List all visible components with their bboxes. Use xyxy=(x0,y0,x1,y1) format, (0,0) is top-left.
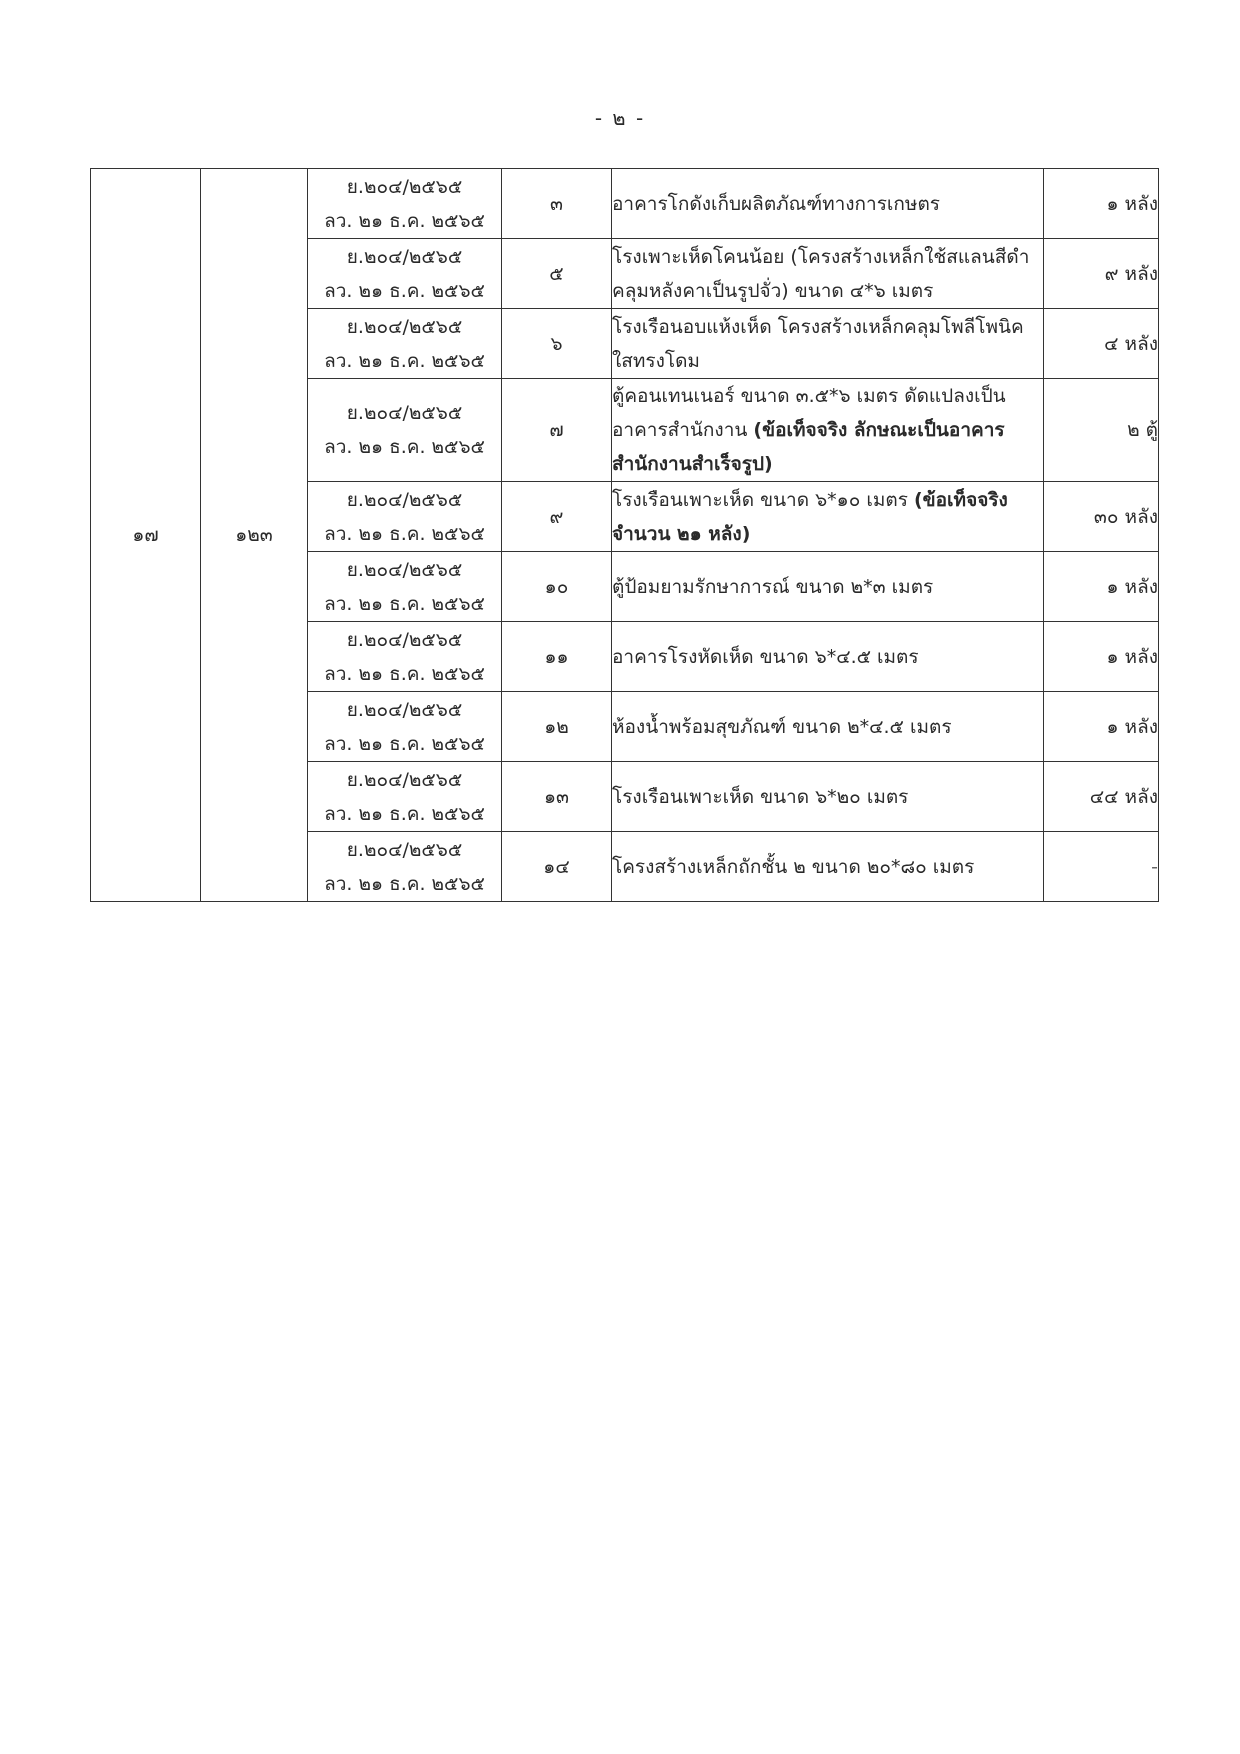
item-number-cell: ๓ xyxy=(502,169,612,239)
reference-date: ลว. ๒๑ ธ.ค. ๒๕๖๕ xyxy=(324,279,485,302)
reference-number: ย.๒๐๔/๒๕๖๕ xyxy=(346,558,463,581)
reference-cell xyxy=(308,309,502,379)
item-number-cell: ๑๓ xyxy=(502,762,612,832)
description-text: โรงเรือนเพาะเห็ด ขนาด ๖*๑๐ เมตร xyxy=(612,488,914,511)
quantity-cell: ๑ หลัง xyxy=(1044,552,1159,622)
item-number-cell: ๑๑ xyxy=(502,622,612,692)
item-number-cell: ๗ xyxy=(502,379,612,482)
reference-cell xyxy=(308,762,502,832)
reference-cell xyxy=(308,379,502,482)
reference-date: ลว. ๒๑ ธ.ค. ๒๕๖๕ xyxy=(324,592,485,615)
description-text: ห้องน้ำพร้อมสุขภัณฑ์ ขนาด ๒*๔.๕ เมตร xyxy=(612,715,952,738)
description-cell xyxy=(612,622,1044,692)
description-cell xyxy=(612,239,1044,309)
quantity-cell: ๓๐ หลัง xyxy=(1044,482,1159,552)
reference-number: ย.๒๐๔/๒๕๖๕ xyxy=(346,488,463,511)
description-text: อาคารโกดังเก็บผลิตภัณฑ์ทางการเกษตร xyxy=(612,192,941,215)
quantity-cell: - xyxy=(1044,832,1159,902)
quantity-cell: ๙ หลัง xyxy=(1044,239,1159,309)
reference-date: ลว. ๒๑ ธ.ค. ๒๕๖๕ xyxy=(324,872,485,895)
reference-number: ย.๒๐๔/๒๕๖๕ xyxy=(346,698,463,721)
description-note-bold: (ข้อเท็จจริง จำนวน ๒๑ หลัง) xyxy=(612,488,1008,545)
description-text: โครงสร้างเหล็กถักชั้น ๒ ขนาด ๒๐*๘๐ เมตร xyxy=(612,855,975,878)
description-note-bold: (ข้อเท็จจริง ลักษณะเป็นอาคารสำนักงานสำเร็จรูป) xyxy=(612,419,1005,475)
item-number-cell: ๑๐ xyxy=(502,552,612,622)
reference-date: ลว. ๒๑ ธ.ค. ๒๕๖๕ xyxy=(324,349,485,372)
reference-date: ลว. ๒๑ ธ.ค. ๒๕๖๕ xyxy=(324,522,485,545)
item-number-cell: ๖ xyxy=(502,309,612,379)
reference-cell xyxy=(308,482,502,552)
item-number-cell: ๙ xyxy=(502,482,612,552)
reference-number: ย.๒๐๔/๒๕๖๕ xyxy=(346,838,463,861)
description-text: อาคารโรงหัดเห็ด ขนาด ๖*๔.๕ เมตร xyxy=(612,645,919,668)
description-cell xyxy=(612,309,1044,379)
reference-number: ย.๒๐๔/๒๕๖๕ xyxy=(346,628,463,651)
quantity-cell: ๔ หลัง xyxy=(1044,309,1159,379)
reference-date: ลว. ๒๑ ธ.ค. ๒๕๖๕ xyxy=(324,662,485,685)
description-text: ตู้ป้อมยามรักษาการณ์ ขนาด ๒*๓ เมตร xyxy=(612,575,934,598)
reference-cell xyxy=(308,169,502,239)
page-number: - ๒ - xyxy=(594,106,646,130)
description-text: ตู้คอนเทนเนอร์ ขนาด ๓.๕*๖ เมตร ดัดแปลงเป็นอาคารสำนักงาน xyxy=(612,385,1006,441)
description-text: โรงเพาะเห็ดโคนน้อย (โครงสร้างเหล็กใช้สแลนสีดำคลุมหลังคาเป็นรูปจั่ว) ขนาด ๔*๖ เมตร xyxy=(612,245,1030,302)
quantity-cell: ๒ ตู้ xyxy=(1044,379,1159,482)
group-number-cell: ๑๗ xyxy=(91,169,201,902)
quantity-cell: ๑ หลัง xyxy=(1044,692,1159,762)
reference-number: ย.๒๐๔/๒๕๖๕ xyxy=(346,402,463,424)
quantity-cell: ๔๔ หลัง xyxy=(1044,762,1159,832)
table-row xyxy=(91,169,1159,239)
reference-cell xyxy=(308,692,502,762)
reference-number: ย.๒๐๔/๒๕๖๕ xyxy=(346,768,463,791)
reference-date: ลว. ๒๑ ธ.ค. ๒๕๖๕ xyxy=(324,732,485,755)
description-cell xyxy=(612,482,1044,552)
description-cell xyxy=(612,832,1044,902)
reference-number: ย.๒๐๔/๒๕๖๕ xyxy=(346,175,463,198)
reference-number: ย.๒๐๔/๒๕๖๕ xyxy=(346,315,463,338)
reference-cell xyxy=(308,832,502,902)
description-cell xyxy=(612,762,1044,832)
reference-cell xyxy=(308,622,502,692)
reference-date: ลว. ๒๑ ธ.ค. ๒๕๖๕ xyxy=(324,436,485,458)
reference-cell xyxy=(308,552,502,622)
item-number-cell: ๑๔ xyxy=(502,832,612,902)
description-cell xyxy=(612,379,1044,482)
description-cell xyxy=(612,169,1044,239)
table-body xyxy=(91,169,1159,902)
group-code-cell: ๑๒๓ xyxy=(201,169,308,902)
reference-number: ย.๒๐๔/๒๕๖๕ xyxy=(346,245,463,268)
description-cell xyxy=(612,552,1044,622)
reference-date: ลว. ๒๑ ธ.ค. ๒๕๖๕ xyxy=(324,802,485,825)
description-cell xyxy=(612,692,1044,762)
item-number-cell: ๑๒ xyxy=(502,692,612,762)
reference-date: ลว. ๒๑ ธ.ค. ๒๕๖๕ xyxy=(324,209,485,232)
item-table xyxy=(90,168,1159,902)
description-text: โรงเรือนเพาะเห็ด ขนาด ๖*๒๐ เมตร xyxy=(612,785,909,808)
quantity-cell: ๑ หลัง xyxy=(1044,622,1159,692)
item-number-cell: ๕ xyxy=(502,239,612,309)
description-text: โรงเรือนอบแห้งเห็ด โครงสร้างเหล็กคลุมโพลีโพนิคใสทรงโดม xyxy=(612,315,1024,372)
quantity-cell: ๑ หลัง xyxy=(1044,169,1159,239)
reference-cell xyxy=(308,239,502,309)
